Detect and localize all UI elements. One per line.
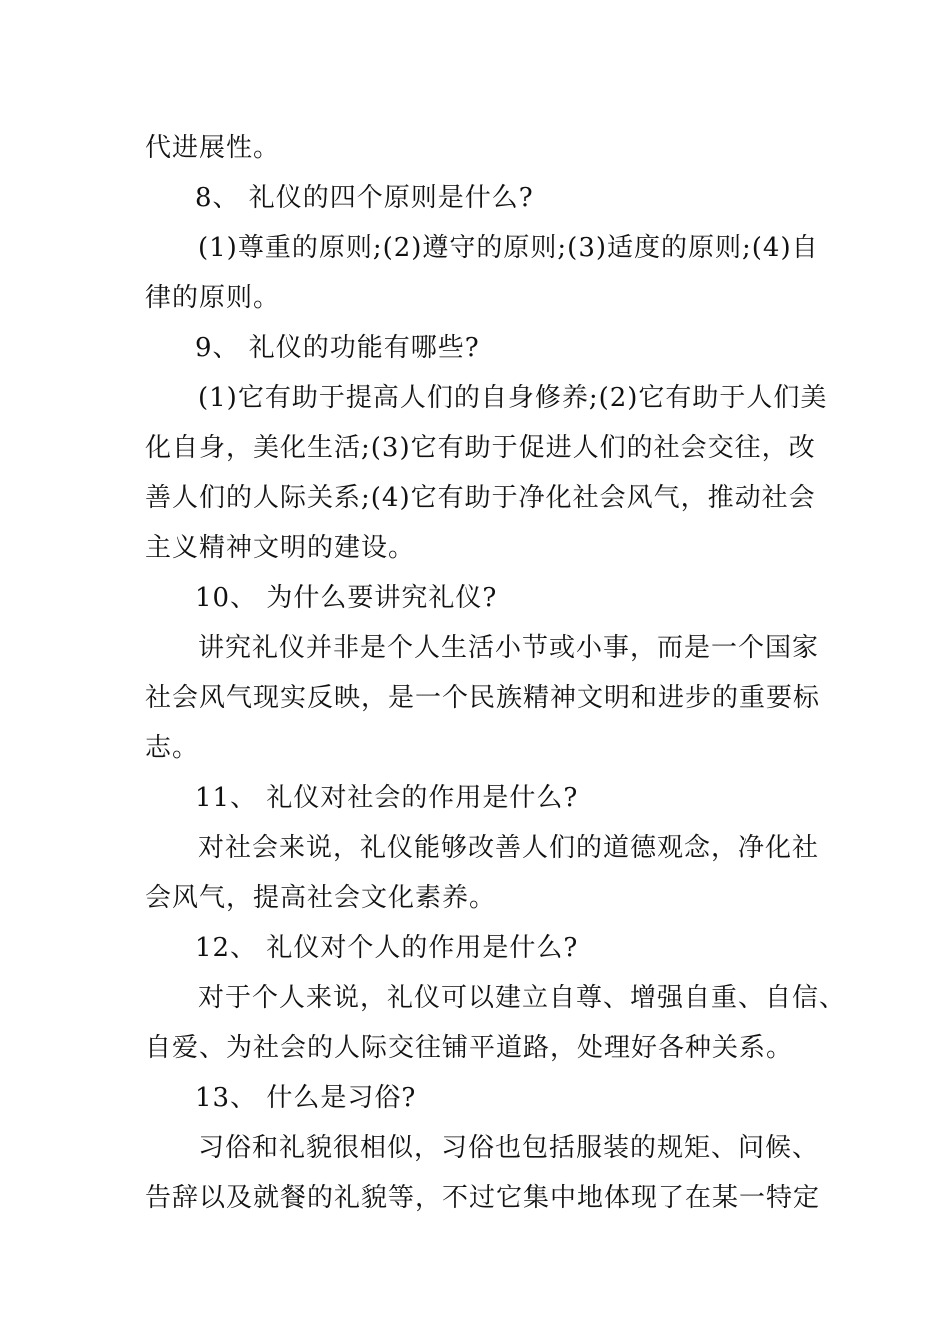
- answer-line: 社会风气现实反映，是一个民族精神文明和进步的重要标: [145, 683, 821, 713]
- question-heading: 8、 礼仪的四个原则是什么?: [195, 183, 534, 213]
- answer-line: (1)尊重的原则;(2)遵守的原则;(3)适度的原则;(4)自: [198, 233, 819, 263]
- question-heading: 11、 礼仪对社会的作用是什么?: [195, 783, 579, 813]
- answer-line: 自爱、为社会的人际交往铺平道路，处理好各种关系。: [145, 1033, 794, 1063]
- text-line: 代进展性。: [145, 133, 281, 163]
- question-heading: 10、 为什么要讲究礼仪?: [195, 583, 498, 613]
- answer-line: 对于个人来说，礼仪可以建立自尊、增强自重、自信、: [198, 983, 847, 1013]
- answer-line: 律的原则。: [145, 283, 281, 313]
- answer-line: 告辞以及就餐的礼貌等，不过它集中地体现了在某一特定: [145, 1183, 821, 1213]
- answer-line: 善人们的人际关系;(4)它有助于净化社会风气，推动社会: [145, 483, 816, 513]
- answer-line: 会风气，提高社会文化素养。: [145, 883, 497, 913]
- answer-line: 化自身，美化生活;(3)它有助于促进人们的社会交往，改: [145, 433, 816, 463]
- answer-line: 主义精神文明的建设。: [145, 533, 416, 563]
- question-heading: 9、 礼仪的功能有哪些?: [195, 333, 480, 363]
- answer-line: 讲究礼仪并非是个人生活小节或小事，而是一个国家: [198, 633, 820, 663]
- answer-line: 对社会来说，礼仪能够改善人们的道德观念，净化社: [198, 833, 820, 863]
- answer-line: 志。: [145, 733, 200, 763]
- question-heading: 12、 礼仪对个人的作用是什么?: [195, 933, 579, 963]
- answer-line: 习俗和礼貌很相似，习俗也包括服装的规矩、问候、: [198, 1133, 820, 1163]
- question-heading: 13、 什么是习俗?: [195, 1083, 417, 1113]
- answer-line: (1)它有助于提高人们的自身修养;(2)它有助于人们美: [198, 383, 828, 413]
